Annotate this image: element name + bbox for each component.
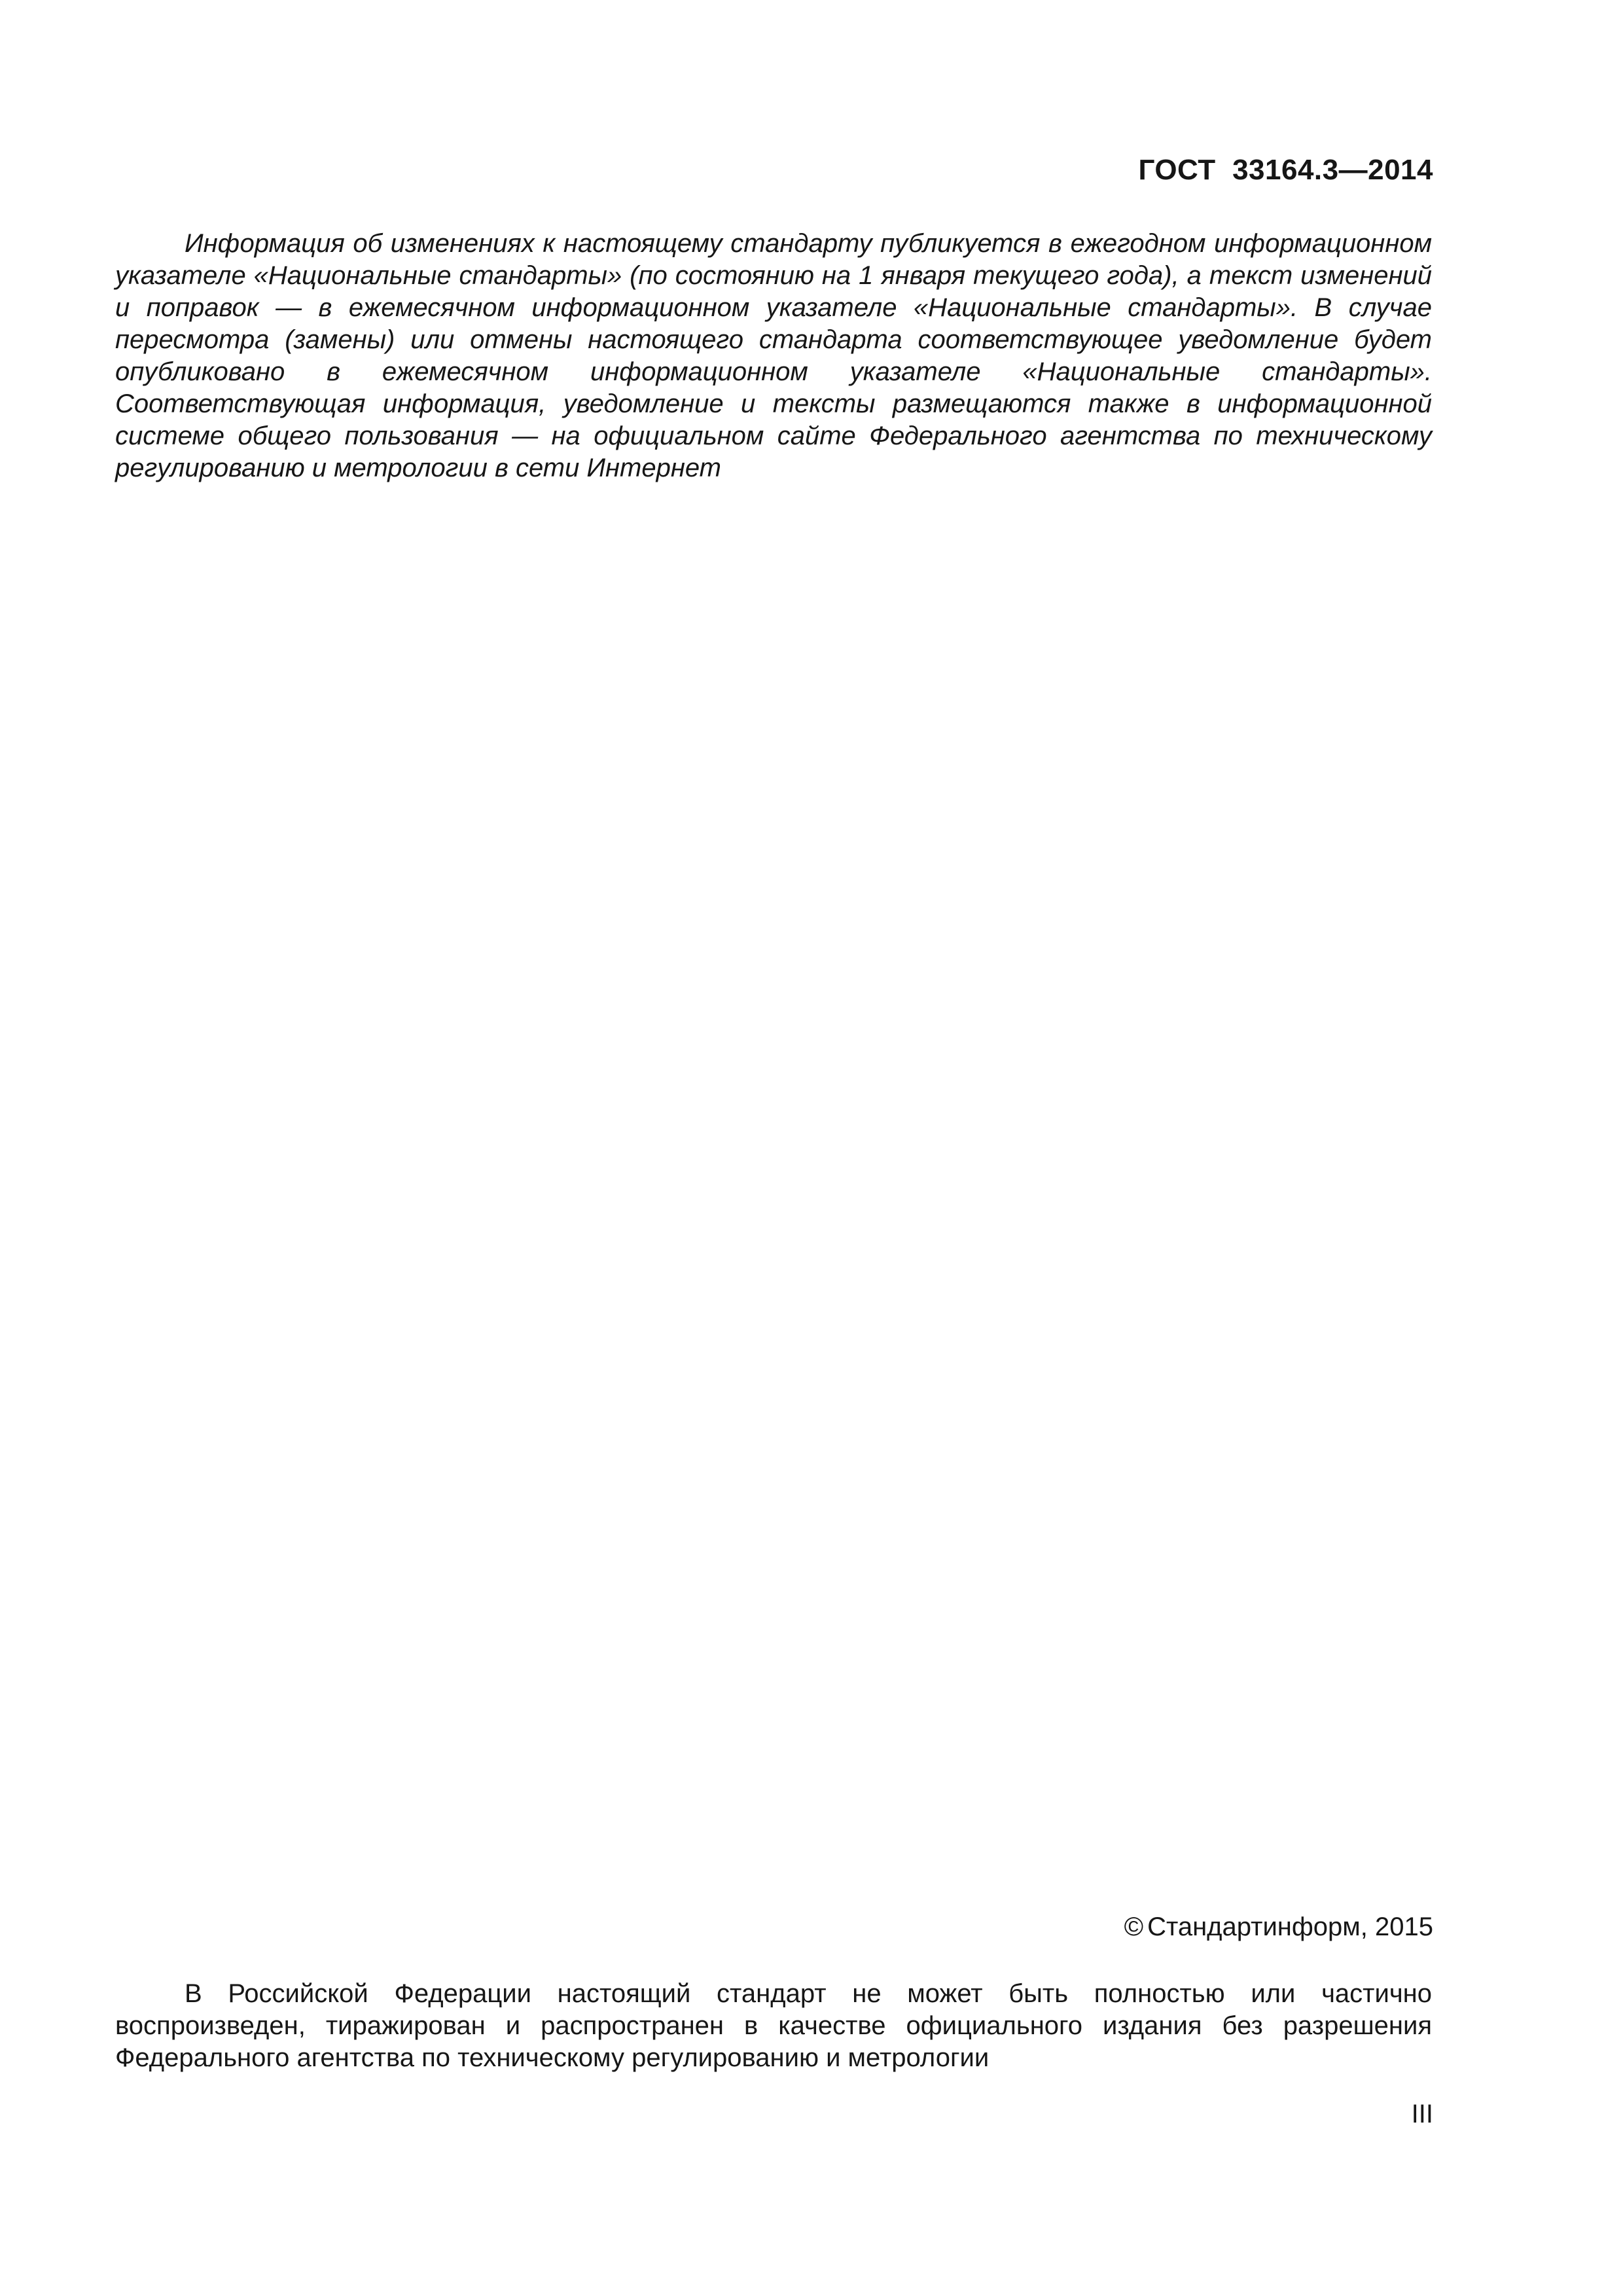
copyright-notice (1124, 1914, 1433, 1940)
copyright-text: Стандартинформ, 2015 (1147, 1912, 1433, 1941)
copyright-symbol: © (1124, 1912, 1144, 1941)
reproduction-notice-section (115, 1978, 1432, 2074)
amendments-info-paragraph: Информация об изменениях к настоящему стандарту публикуется в ежегодном информационном указателе «Национальные стандарты» (по состоянию на 1 января текущего года), а текст изменений и поправок — в ежемесячном информационном указателе «Национальные стандарты». В случае пересмотра (замены) или отмены настоящего стандарта соответствующее уведомление будет опубликовано в ежемесячном информационном указателе «Национальные стандарты». Соответствующая информация, уведомление и тексты размещаются также в информационной системе общего пользования — на официальном сайте Федерального агентства по техническому регулированию и метрологии в сети Интернет (115, 229, 1432, 482)
document-code: ГОСТ 33164.3—2014 (1138, 154, 1433, 186)
page-number: III (1411, 2100, 1433, 2128)
reproduction-notice-paragraph: В Российской Федерации настоящий стандарт не может быть полностью или частично воспроизведен, тиражирован и распространен в качестве официального издания без разрешения Федерального агентства по техническому регулированию и метрологии (115, 1979, 1432, 2072)
amendments-info-section (115, 228, 1432, 484)
